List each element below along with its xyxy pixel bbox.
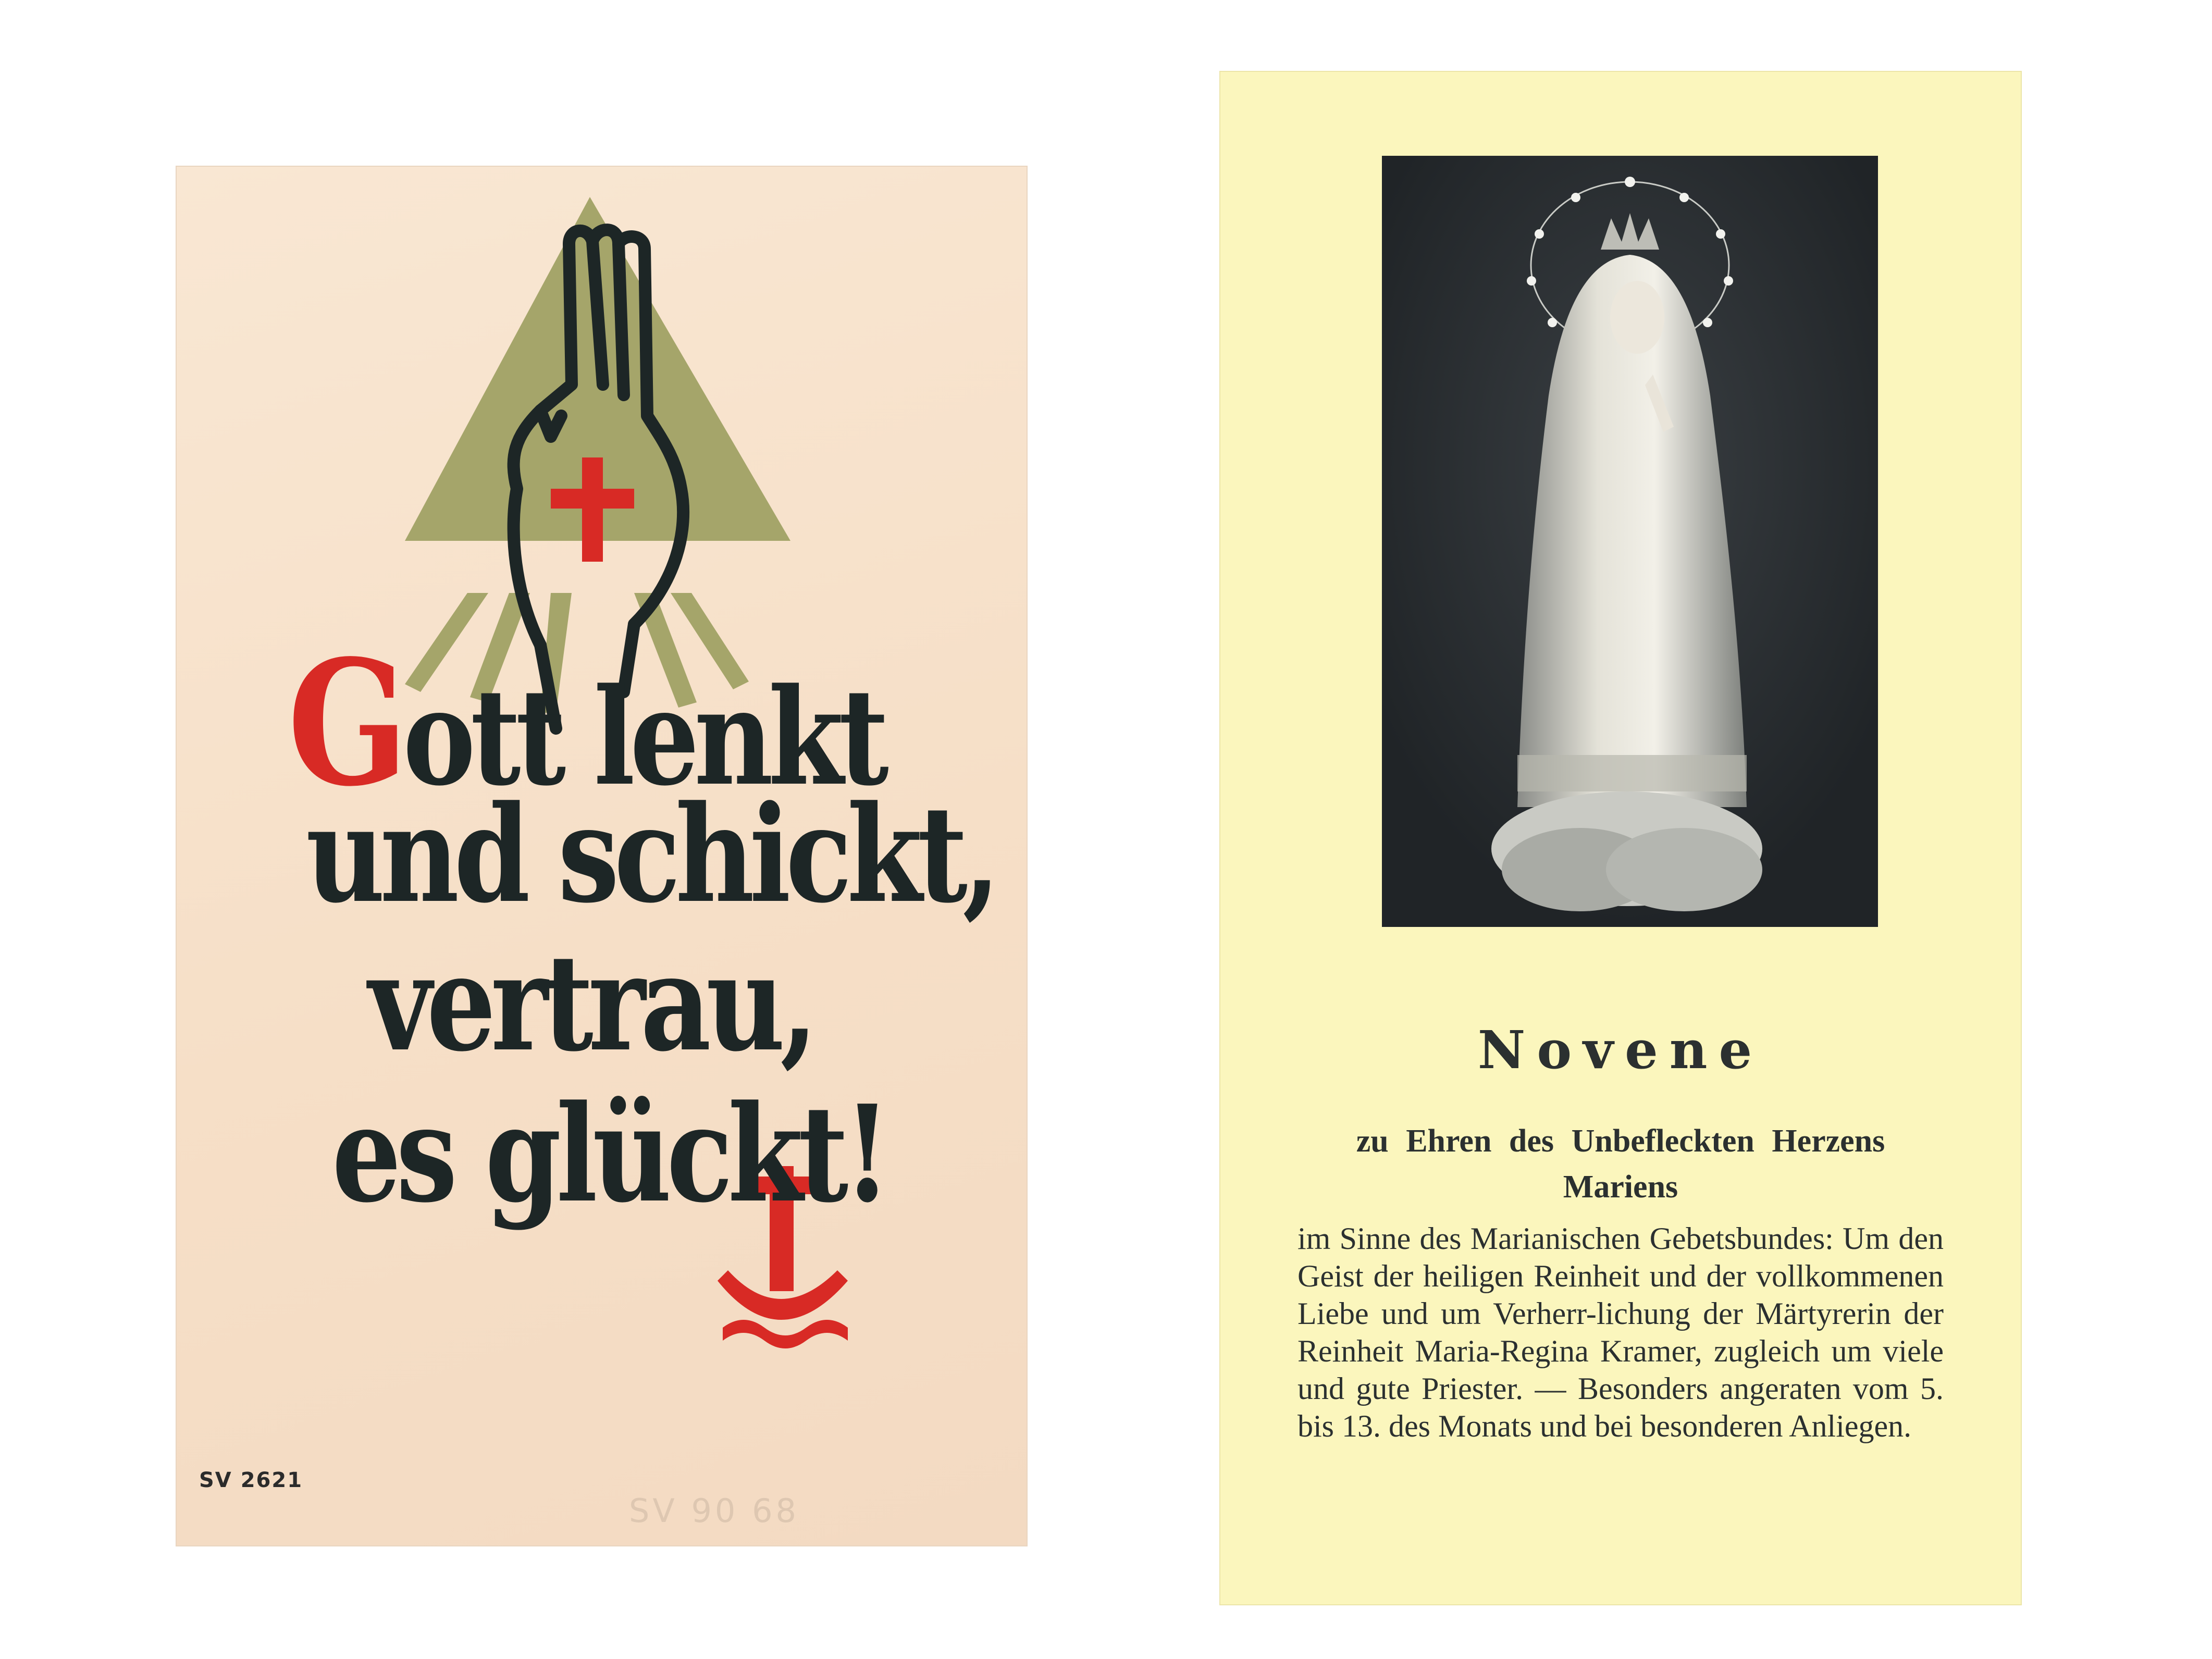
motto-line-4: es glückt! [332, 1076, 886, 1232]
statue-face [1610, 281, 1664, 354]
subtitle: zu Ehren des Unbefleckten Herzens Mariens [1356, 1123, 1885, 1205]
motto-line-2: und schickt, [306, 777, 996, 933]
statue-photo [1382, 156, 1878, 927]
prayer-card-left [176, 166, 1028, 1546]
card-code: SV 2621 [199, 1468, 303, 1492]
prayer-card-right [1219, 71, 2022, 1605]
motto-line-1-text: ott lenkt [403, 660, 884, 815]
motto-initial: G [288, 622, 403, 824]
motto-line-3: vertrau, [368, 925, 813, 1081]
statue-illustration [1382, 156, 1878, 927]
faint-stamp: SV 90 68 [629, 1492, 799, 1530]
page-title: Novene [1477, 1019, 1764, 1081]
body-text: im Sinne des Marianischen Gebetsbundes: Um den Geist der heiligen Reinheit und der vollkommenen Liebe und um Verherr-lichung der Märtyrerin der Reinheit Maria-Regina Kramer, zugleich um viele und gute Priester. — Besonders angeraten vom 5. bis 13. des Monats und bei besonderen Anliegen. [1297, 1221, 1944, 1443]
